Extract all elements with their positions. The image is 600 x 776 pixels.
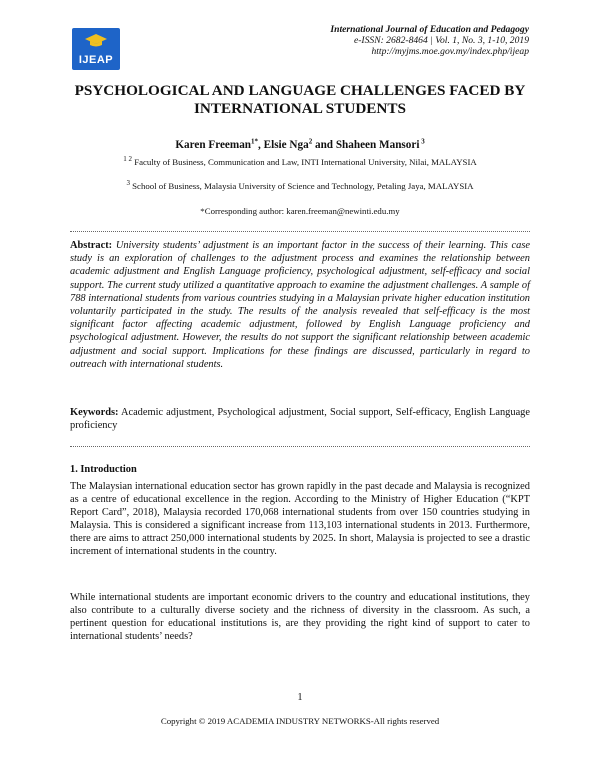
author-name: Shaheen Mansori [335, 139, 420, 151]
author-superscript: 2 [308, 137, 313, 146]
journal-name: International Journal of Education and Pedagogy [330, 24, 529, 35]
affiliation [70, 157, 530, 167]
journal-url[interactable]: http://myjms.moe.gov.my/index.php/ijeap [371, 46, 529, 57]
keywords-label: Keywords: [70, 407, 119, 418]
affiliation-superscript: 3 [126, 179, 130, 188]
journal-logo [72, 28, 120, 70]
abstract-label: Abstract: [70, 240, 113, 251]
author-superscript: 3 [419, 137, 425, 146]
author-name: Elsie Nga [263, 139, 309, 151]
author-name: Karen Freeman [175, 139, 252, 151]
logo-text: IJEAP [78, 54, 114, 66]
author-superscript: 1* [251, 137, 259, 146]
copyright-notice: Copyright © 2019 ACADEMIA INDUSTRY NETWORKS-All rights reserved [160, 716, 440, 726]
paper-title: PSYCHOLOGICAL AND LANGUAGE CHALLENGES FACED BY INTERNATIONAL STUDENTS [74, 82, 526, 117]
journal-header [330, 24, 529, 57]
author-separator: , [258, 139, 264, 151]
affiliation-text: School of Business, Malaysia University of Science and Technology, Petaling Jaya, MALAYSIA [129, 181, 474, 191]
author-separator: and [312, 139, 336, 151]
corresponding-author: *Corresponding author: karen.freeman@newinti.edu.my [200, 206, 400, 216]
affiliation [70, 181, 530, 191]
page-number: 1 [297, 692, 303, 703]
divider [70, 231, 530, 232]
abstract [70, 239, 530, 371]
abstract-text: University students’ adjustment is an important factor in the success of their learning. This case study is an exploration of challenges to the adjustment process and examines the relationship between academic adjustment and English Language proficiency, psychological adjustment, self-efficacy and social support. The current study utilized a quantitative approach to examine the adjustment challenges. A sample of 788 international students from various countries studying in a Malaysian private higher education institution voluntarily participated in the study. The results of the analysis revealed that self-efficacy is the most significant factor affecting academic adjustment, followed by English Language proficiency and psychological adjustment. However, the results do not support the significant relationship between academic adjustment and social support. Implications for these findings are discussed, particularly in regard to outreach with international students. [70, 240, 530, 370]
keywords [70, 406, 530, 432]
keywords-text: Academic adjustment, Psychological adjustment, Social support, Self-efficacy, English Language proficiency [70, 407, 530, 432]
body-paragraph: While international students are important economic drivers to the country and educational institutions, they also contribute to a culturally diverse society and the richness of diversity in the classroom. As such, a pertinent question for educational institutions is, are they providing the right kind of support to cater to international students’ needs? [70, 592, 530, 643]
journal-issn: e-ISSN: 2682-8464 | Vol. 1, No. 3, 1-10, 2019 [353, 35, 529, 46]
affiliation-text: Faculty of Business, Communication and Law, INTI International University, Nilai, MALAYSIA [132, 157, 477, 167]
graduation-cap-icon [84, 33, 108, 49]
author-list [70, 139, 530, 151]
divider [70, 446, 530, 447]
section-heading: 1. Introduction [70, 464, 137, 475]
affiliation-superscript: 1 2 [123, 155, 132, 164]
body-paragraph: The Malaysian international education sector has grown rapidly in the past decade and Malaysia is recognized as a centre of educational excellence in the region. According to the Ministry of Higher Education (“KPT Report Card”, 2018), Malaysia recorded 170,068 international students from over 150 countries studying in Malaysia. This is considered a significant increase from 113,103 international students in 2013. Furthermore, there are aims to attract 250,000 international students by 2025. In short, Malaysia is projected to see a drastic increment of international students in the country. [70, 481, 530, 558]
